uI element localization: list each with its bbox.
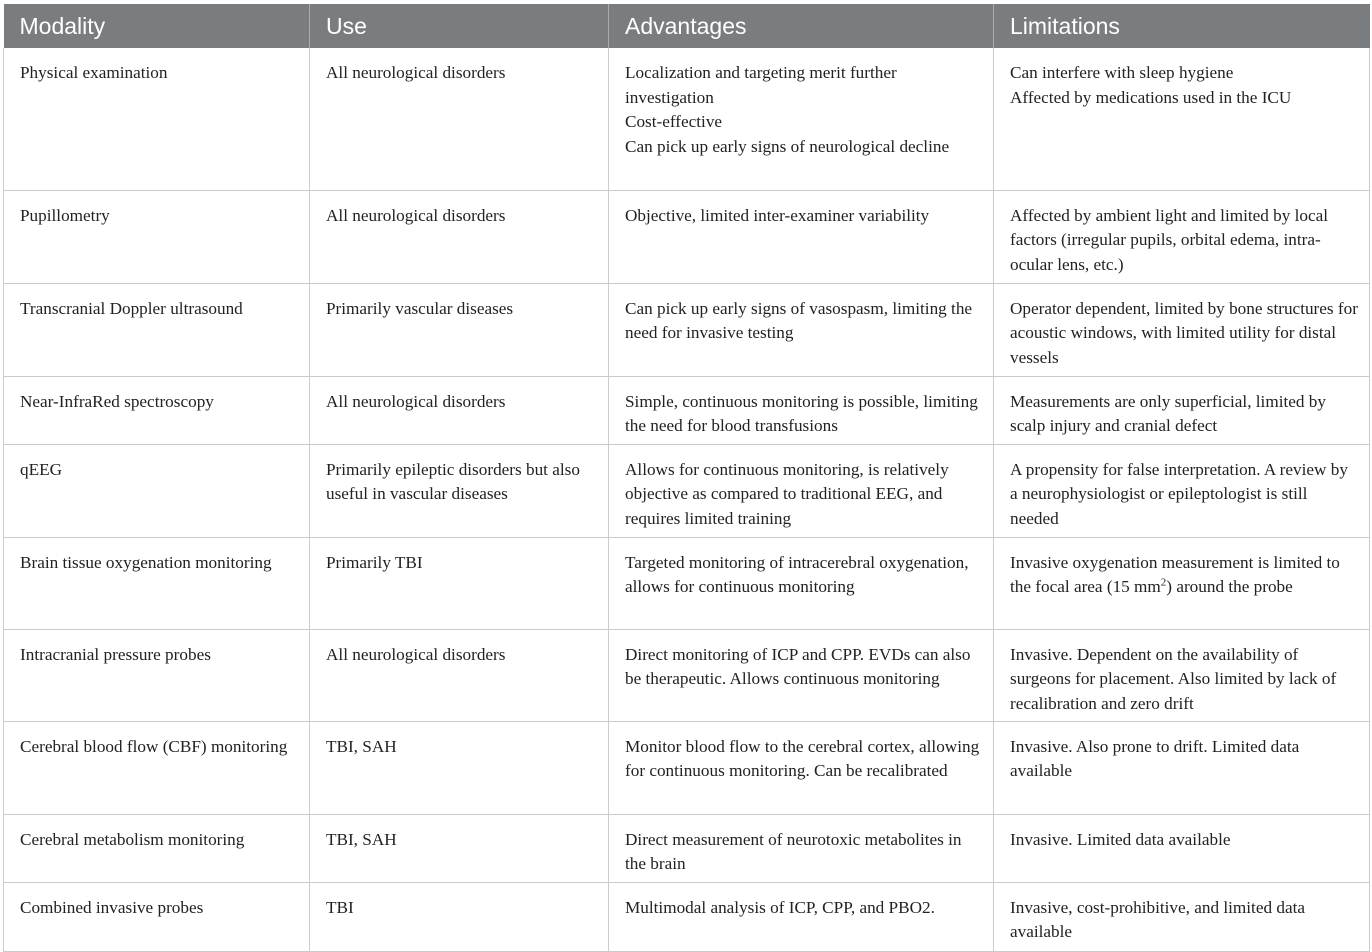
cell-modality: Transcranial Doppler ultrasound [4,283,310,376]
table-body [4,48,1370,951]
cell-limitations [994,629,1370,721]
advantage-line: Localization and targeting merit further investigation [625,63,897,107]
cell-advantages [609,882,994,951]
cell-use: Primarily vascular diseases [310,283,609,376]
cell-advantages [609,190,994,283]
limitation-line: Invasive, cost-prohibitive, and limited data available [1010,897,1305,941]
table-row [4,190,1370,283]
cell-use: Primarily epileptic disorders but also useful in vascular diseases [310,444,609,537]
limitation-text: Invasive oxygenation measurement is limited to the focal area (15 mm [1010,552,1340,596]
table-header [4,4,1370,48]
cell-use: All neurological disorders [310,376,609,444]
cell-limitations [994,283,1370,376]
limitation-line: Affected by ambient light and limited by local factors (irregular pupils, orbital edema, intra-ocular lens, etc.) [1010,205,1329,274]
table-row [4,629,1370,721]
cell-modality: Cerebral blood flow (CBF) monitoring [4,721,310,814]
limitation-line: Invasive. Dependent on the availability of surgeons for placement. Also limited by lack of recalibration and zero drift [1010,644,1337,713]
cell-limitations [994,48,1370,190]
advantage-line: Can pick up early signs of neurological decline [625,136,950,156]
cell-limitations [994,537,1370,629]
table-row [4,814,1370,882]
cell-advantages [609,537,994,629]
cell-limitations [994,882,1370,951]
header-advantages: Advantages [609,4,994,48]
cell-modality: Combined invasive probes [4,882,310,951]
cell-use: TBI, SAH [310,814,609,882]
cell-limitations [994,721,1370,814]
advantage-line: Targeted monitoring of intracerebral oxygenation, allows for continuous monitoring [625,552,969,596]
table-row [4,882,1370,951]
header-row [4,4,1370,48]
cell-use: TBI, SAH [310,721,609,814]
cell-modality: Physical examination [4,48,310,190]
cell-modality: qEEG [4,444,310,537]
table-row [4,283,1370,376]
cell-modality: Intracranial pressure probes [4,629,310,721]
advantage-line: Direct measurement of neurotoxic metabolites in the brain [625,829,962,873]
table-row [4,537,1370,629]
cell-limitations [994,190,1370,283]
modality-table [3,4,1370,952]
cell-advantages [609,814,994,882]
cell-advantages [609,283,994,376]
superscript-squared: 2 [1160,576,1167,589]
cell-use: TBI [310,882,609,951]
limitation-text-end: ) around the probe [1166,577,1293,596]
cell-modality: Cerebral metabolism monitoring [4,814,310,882]
cell-advantages [609,629,994,721]
cell-use: All neurological disorders [310,48,609,190]
table-row [4,48,1370,190]
limitation-line: Measurements are only superficial, limited by scalp injury and cranial defect [1010,391,1326,435]
limitation-line: Invasive. Limited data available [1010,829,1231,849]
limitation-line: A propensity for false interpretation. A review by a neurophysiologist or epileptologist is still needed [1010,459,1348,528]
advantage-line: Direct monitoring of ICP and CPP. EVDs can also be therapeutic. Allows continuous monitoring [625,644,971,688]
cell-limitations [994,376,1370,444]
advantage-line: Cost-effective [625,112,723,131]
header-modality: Modality [4,4,310,48]
cell-use: All neurological disorders [310,629,609,721]
limitation-line: Invasive. Also prone to drift. Limited data available [1010,736,1300,780]
modality-table-container [3,4,1369,952]
cell-advantages [609,48,994,190]
advantage-line: Monitor blood flow to the cerebral cortex, allowing for continuous monitoring. Can be recalibrated [625,736,980,780]
cell-advantages [609,444,994,537]
cell-advantages [609,376,994,444]
limitation-line: Operator dependent, limited by bone structures for acoustic windows, with limited utility for distal vessels [1010,298,1358,367]
cell-advantages [609,721,994,814]
cell-limitations [994,814,1370,882]
cell-modality: Brain tissue oxygenation monitoring [4,537,310,629]
advantage-line: Can pick up early signs of vasospasm, limiting the need for invasive testing [625,298,973,342]
advantage-line: Objective, limited inter-examiner variability [625,205,930,225]
header-use: Use [310,4,609,48]
advantage-line: Simple, continuous monitoring is possible, limiting the need for blood transfusions [625,391,978,435]
cell-modality: Near-InfraRed spectroscopy [4,376,310,444]
cell-limitations [994,444,1370,537]
advantage-line: Multimodal analysis of ICP, CPP, and PBO2. [625,897,935,917]
limitation-line: Affected by medications used in the ICU [1010,87,1292,107]
cell-modality: Pupillometry [4,190,310,283]
cell-use: All neurological disorders [310,190,609,283]
table-row [4,376,1370,444]
table-row [4,721,1370,814]
table-row [4,444,1370,537]
header-limitations: Limitations [994,4,1370,48]
advantage-line: Allows for continuous monitoring, is relatively objective as compared to traditional EEG, and requires limited training [625,459,949,528]
limitation-line: Can interfere with sleep hygiene [1010,63,1234,82]
cell-use: Primarily TBI [310,537,609,629]
